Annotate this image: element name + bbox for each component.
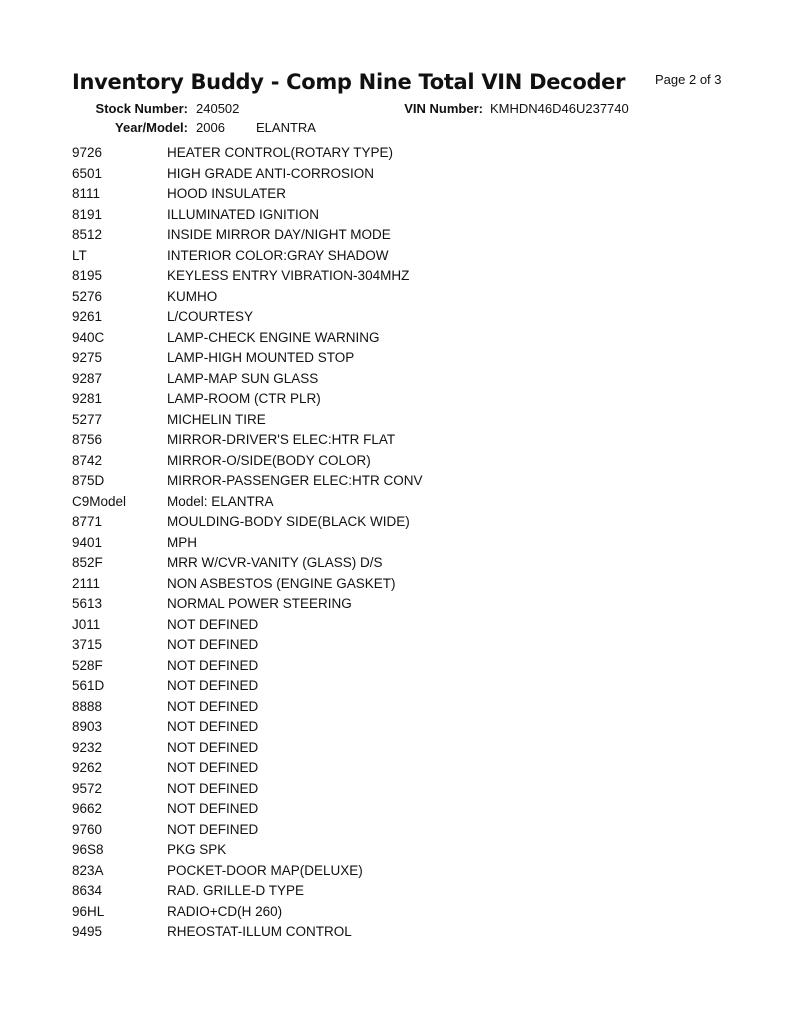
- list-item: [72, 840, 752, 861]
- option-description: MPH: [167, 534, 197, 550]
- list-item: [72, 799, 752, 820]
- option-description: NORMAL POWER STEERING: [167, 596, 352, 611]
- option-code: 8903: [72, 719, 103, 734]
- list-item: [72, 410, 752, 431]
- option-description: KUMHO: [167, 288, 218, 304]
- option-description: NOT DEFINED: [167, 780, 259, 796]
- list-item: [72, 676, 752, 697]
- page-number: Page 2 of 3: [655, 72, 722, 87]
- option-description: RHEOSTAT-ILLUM CONTROL: [167, 924, 352, 939]
- vin-number-label: VIN Number:: [404, 101, 483, 116]
- option-code: 8195: [72, 268, 103, 283]
- list-item: [72, 328, 752, 349]
- option-description: KEYLESS ENTRY VIBRATION-304MHZ: [167, 268, 410, 283]
- list-item: [72, 738, 752, 759]
- list-item: [72, 348, 752, 369]
- option-description: ILLUMINATED IGNITION: [167, 206, 320, 222]
- option-code: 8888: [72, 698, 103, 714]
- list-item: [72, 656, 752, 677]
- option-code: 940C: [72, 329, 105, 345]
- option-description: LAMP-CHECK ENGINE WARNING: [167, 329, 380, 345]
- option-code: 9287: [72, 370, 103, 386]
- list-item: [72, 492, 752, 513]
- option-description: INSIDE MIRROR DAY/NIGHT MODE: [167, 227, 391, 242]
- option-description: NOT DEFINED: [167, 616, 259, 632]
- option-description: NOT DEFINED: [167, 637, 259, 652]
- option-description: L/COURTESY: [167, 309, 254, 324]
- option-code: 6501: [72, 165, 103, 181]
- list-item: [72, 594, 752, 615]
- list-item: [72, 307, 752, 328]
- option-description: LAMP-HIGH MOUNTED STOP: [167, 350, 355, 365]
- list-item: [72, 389, 752, 410]
- list-item: [72, 369, 752, 390]
- option-code: 9261: [72, 309, 103, 324]
- list-item: [72, 287, 752, 308]
- list-item: [72, 533, 752, 554]
- option-code: 823A: [72, 862, 104, 878]
- list-item: [72, 820, 752, 841]
- option-description: NOT DEFINED: [167, 801, 259, 816]
- list-item: [72, 574, 752, 595]
- list-item: [72, 861, 752, 882]
- option-description: MOULDING-BODY SIDE(BLACK WIDE): [167, 514, 410, 529]
- option-code: 9662: [72, 801, 103, 816]
- option-code: J011: [72, 616, 101, 632]
- vin-number-value: KMHDN46D46U237740: [490, 101, 629, 116]
- option-code: 3715: [72, 637, 103, 652]
- list-item: [72, 717, 752, 738]
- option-description: INTERIOR COLOR:GRAY SHADOW: [167, 247, 389, 263]
- option-description: HOOD INSULATER: [167, 186, 287, 201]
- list-item: [72, 430, 752, 451]
- option-description: NOT DEFINED: [167, 657, 259, 673]
- list-item: [72, 471, 752, 492]
- option-code: C9Model: [72, 493, 127, 509]
- report-title: Inventory Buddy - Comp Nine Total VIN Decoder: [72, 70, 626, 94]
- list-item: [72, 266, 752, 287]
- list-item: [72, 635, 752, 656]
- option-code-list: [72, 143, 752, 943]
- option-code: 5613: [72, 596, 103, 611]
- option-description: MIRROR-PASSENGER ELEC:HTR CONV: [167, 473, 423, 488]
- list-item: [72, 697, 752, 718]
- option-code: 9572: [72, 780, 103, 796]
- option-code: 8756: [72, 432, 103, 447]
- option-description: MIRROR-DRIVER'S ELEC:HTR FLAT: [167, 432, 396, 447]
- option-description: HEATER CONTROL(ROTARY TYPE): [167, 145, 394, 160]
- option-description: NON ASBESTOS (ENGINE GASKET): [167, 575, 396, 591]
- list-item: [72, 225, 752, 246]
- list-item: [72, 246, 752, 267]
- option-description: Model: ELANTRA: [167, 493, 274, 509]
- list-item: [72, 758, 752, 779]
- option-code: 528F: [72, 657, 103, 673]
- list-item: [72, 184, 752, 205]
- option-description: RAD. GRILLE-D TYPE: [167, 883, 305, 898]
- list-item: [72, 922, 752, 943]
- list-item: [72, 451, 752, 472]
- option-code: 96HL: [72, 903, 105, 919]
- option-description: LAMP-ROOM (CTR PLR): [167, 391, 321, 406]
- option-code: 5277: [72, 411, 103, 427]
- option-code: 852F: [72, 555, 103, 570]
- option-description: NOT DEFINED: [167, 760, 259, 775]
- option-code: 8634: [72, 883, 103, 898]
- option-code: 8512: [72, 227, 103, 242]
- stock-number-value: 240502: [196, 101, 240, 116]
- option-description: LAMP-MAP SUN GLASS: [167, 370, 319, 386]
- list-item: [72, 779, 752, 800]
- option-code: 9275: [72, 350, 103, 365]
- option-code: 8111: [72, 186, 101, 201]
- option-description: MICHELIN TIRE: [167, 411, 266, 427]
- option-code: 96S8: [72, 842, 104, 857]
- option-description: PKG SPK: [167, 842, 227, 857]
- option-code: 9760: [72, 821, 103, 837]
- year-value: 2006: [196, 120, 225, 135]
- option-code: 8771: [72, 514, 103, 529]
- option-description: NOT DEFINED: [167, 678, 259, 693]
- list-item: [72, 553, 752, 574]
- option-code: 8742: [72, 452, 103, 468]
- option-code: 9232: [72, 739, 103, 755]
- list-item: [72, 881, 752, 902]
- option-description: RADIO+CD(H 260): [167, 903, 283, 919]
- option-description: NOT DEFINED: [167, 821, 259, 837]
- option-description: POCKET-DOOR MAP(DELUXE): [167, 862, 363, 878]
- option-description: NOT DEFINED: [167, 739, 259, 755]
- list-item: [72, 902, 752, 923]
- option-code: 5276: [72, 288, 103, 304]
- option-code: 9262: [72, 760, 103, 775]
- option-code: 875D: [72, 473, 105, 488]
- list-item: [72, 615, 752, 636]
- option-code: 561D: [72, 678, 105, 693]
- option-description: NOT DEFINED: [167, 719, 259, 734]
- year-model-label: Year/Model:: [115, 120, 188, 135]
- model-value: ELANTRA: [256, 120, 316, 135]
- option-code: 9726: [72, 145, 103, 160]
- option-description: HIGH GRADE ANTI-CORROSION: [167, 165, 375, 181]
- option-code: 8191: [72, 206, 103, 222]
- option-code: 9281: [72, 391, 103, 406]
- list-item: [72, 512, 752, 533]
- option-description: NOT DEFINED: [167, 698, 259, 714]
- list-item: [72, 164, 752, 185]
- option-description: MIRROR-O/SIDE(BODY COLOR): [167, 452, 371, 468]
- option-code: LT: [72, 247, 87, 263]
- list-item: [72, 205, 752, 226]
- option-code: 9401: [72, 534, 103, 550]
- option-code: 2111: [72, 575, 101, 591]
- list-item: [72, 143, 752, 164]
- option-description: MRR W/CVR-VANITY (GLASS) D/S: [167, 555, 383, 570]
- stock-number-label: Stock Number:: [95, 101, 188, 116]
- option-code: 9495: [72, 924, 103, 939]
